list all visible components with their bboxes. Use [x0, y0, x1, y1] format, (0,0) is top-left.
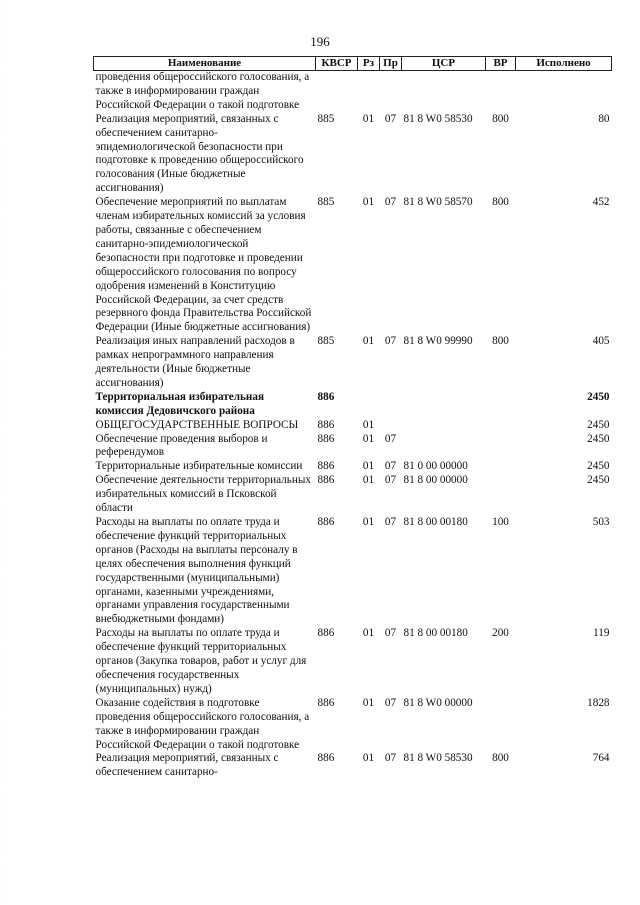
cell-pr: 07 [384, 432, 397, 445]
cell-vr: 200 [492, 627, 509, 640]
cell-name: Реализация мероприятий, связанных с обеспечением санитарно-эпидемиологической безопасности при подготовке к проведению общероссийского голосования (Иные бюджетные ассигнования) [95, 112, 304, 195]
cell-vr [486, 474, 516, 516]
budget-execution-table [93, 56, 612, 780]
cell-rz: 01 [362, 432, 375, 445]
cell-csr: 81 8 W0 58530 [403, 752, 473, 765]
cell-rz: 01 [362, 627, 375, 640]
cell-pr: 07 [384, 112, 397, 125]
cell-pr: 07 [384, 460, 397, 473]
cell-amount: 119 [593, 627, 610, 640]
table-header-row [94, 57, 612, 71]
table-row [94, 113, 612, 196]
cell-csr [402, 391, 486, 419]
cell-amount: 1828 [587, 696, 610, 709]
cell-name: Расходы на выплаты по оплате труда и обеспечение функций территориальных органов (Закупка товаров, работ и услуг для обеспечения государственных (муниципальных) нужд) [95, 627, 307, 695]
page-number: 196 [310, 34, 330, 49]
cell-name: ОБЩЕГОСУДАРСТВЕННЫЕ ВОПРОСЫ [95, 418, 299, 431]
table-row [94, 419, 612, 433]
cell-rz: 01 [362, 752, 375, 765]
cell-kvsr: 886 [317, 627, 335, 640]
table-row [94, 697, 612, 753]
cell-kvsr: 886 [317, 752, 335, 765]
cell-kvsr: 886 [317, 696, 335, 709]
cell-name: Территориальные избирательные комиссии [95, 460, 303, 473]
cell-csr: 81 8 00 00180 [403, 516, 468, 528]
cell-kvsr: 886 [317, 474, 335, 487]
cell-kvsr: 886 [317, 418, 335, 431]
cell-kvsr: 886 [317, 390, 335, 403]
cell-amount: 452 [592, 196, 610, 209]
cell-csr [402, 433, 486, 461]
cell-name: Реализация иных направлений расходов в рамках непрограммного направления деятельности (Иные бюджетные ассигнования) [95, 335, 295, 389]
cell-vr [486, 419, 516, 433]
cell-amount: 2450 [587, 474, 610, 487]
cell-kvsr: 886 [317, 460, 335, 473]
column-header-csr: ЦСР [402, 57, 486, 71]
cell-pr: 07 [384, 516, 397, 528]
table-row [94, 460, 612, 474]
cell-pr: 07 [384, 196, 397, 209]
cell-rz: 01 [362, 418, 375, 431]
table-row [94, 71, 612, 113]
cell-vr [486, 433, 516, 461]
cell-kvsr [316, 71, 358, 113]
cell-name: Обеспечение проведения выборов и референдумов [95, 432, 268, 459]
cell-rz: 01 [362, 696, 375, 709]
cell-csr: 81 8 W0 58530 [403, 112, 473, 125]
cell-vr: 800 [492, 112, 509, 125]
cell-vr: 100 [492, 516, 509, 528]
cell-pr: 07 [384, 627, 397, 640]
column-header-vr: ВР [486, 57, 516, 71]
column-header-rz: Рз [358, 57, 380, 71]
cell-name: Обеспечение мероприятий по выплатам членам избирательных комиссий за условия работы, связанные с обеспечением санитарно-эпидемиологической безопасности при подготовке и проведении общероссийского голосования по вопросу одобрения изменений в Конституцию Российской Федерации, за счет средств резервного фонда Правительства Российской Федерации (Иные бюджетные ассигнования) [95, 196, 312, 334]
cell-amount: 2450 [587, 418, 610, 431]
cell-rz: 01 [362, 196, 375, 209]
cell-rz: 01 [362, 516, 375, 528]
cell-vr: 800 [492, 752, 509, 765]
cell-kvsr: 885 [317, 335, 335, 348]
cell-pr: 07 [384, 752, 397, 765]
cell-pr: 07 [384, 696, 397, 709]
cell-amount: 2450 [587, 460, 610, 473]
table-row [94, 752, 612, 780]
column-header-amount: Исполнено [516, 57, 612, 71]
cell-rz: 01 [362, 112, 375, 125]
cell-csr: 81 8 W0 00000 [403, 696, 473, 709]
cell-csr: 81 8 W0 99990 [403, 335, 473, 348]
cell-pr: 07 [384, 335, 397, 348]
cell-pr: 07 [384, 474, 397, 487]
cell-vr: 800 [492, 196, 509, 209]
cell-rz: 01 [362, 474, 375, 487]
cell-kvsr: 885 [317, 196, 335, 209]
cell-csr: 81 8 00 00000 [403, 474, 468, 487]
cell-amount [516, 71, 612, 113]
table-row [94, 474, 612, 516]
table-row [94, 627, 612, 697]
table-row [94, 516, 612, 627]
cell-csr [402, 419, 486, 433]
cell-name: Оказание содействия в подготовке проведения общероссийского голосования, а также в информировании граждан Российской Федерации о такой подготовке [95, 696, 310, 751]
cell-amount: 2450 [587, 390, 610, 403]
column-header-kvsr: КВСР [316, 57, 358, 71]
table-row [94, 196, 612, 335]
cell-name: проведения общероссийского голосования, а также в информировании граждан Российской Федерации о такой подготовке [95, 71, 310, 111]
cell-csr: 81 8 00 00180 [403, 627, 468, 640]
cell-amount: 80 [598, 112, 610, 125]
cell-pr [380, 71, 402, 113]
scan-edge-artifact [2, 0, 3, 905]
cell-amount: 405 [592, 335, 610, 348]
cell-amount: 764 [592, 752, 610, 765]
table-body [94, 71, 612, 781]
cell-name: Реализация мероприятий, связанных с обеспечением санитарно- [95, 752, 279, 779]
cell-kvsr: 886 [317, 432, 335, 445]
cell-pr [380, 391, 402, 419]
cell-name: Расходы на выплаты по оплате труда и обеспечение функций территориальных органов (Расходы на выплаты персоналу в целях обеспечения выполнения функций государственными (муниципальными) органами, казенными учреждениями, органами управления государственными внебюджетными фондами) [95, 516, 298, 626]
table-row [94, 433, 612, 461]
cell-name: Территориальная избирательная комиссия Дедовичского района [95, 390, 265, 417]
table-row [94, 335, 612, 391]
cell-csr: 81 0 00 00000 [403, 460, 468, 473]
cell-rz: 01 [362, 460, 375, 473]
cell-amount: 2450 [587, 432, 610, 445]
cell-pr [380, 419, 402, 433]
cell-vr: 800 [492, 335, 509, 348]
cell-vr [486, 697, 516, 753]
cell-amount: 503 [592, 516, 610, 528]
cell-csr: 81 8 W0 58570 [403, 196, 473, 209]
cell-rz [358, 391, 380, 419]
cell-csr [402, 71, 486, 113]
cell-vr [486, 391, 516, 419]
cell-name: Обеспечение деятельности территориальных избирательных комиссий в Псковской области [95, 474, 311, 515]
cell-rz [358, 71, 380, 113]
cell-rz: 01 [362, 335, 375, 348]
cell-vr [486, 460, 516, 474]
column-header-name: Наименование [94, 57, 316, 71]
cell-kvsr: 886 [317, 516, 335, 528]
column-header-pr: Пр [380, 57, 402, 71]
cell-kvsr: 885 [317, 112, 335, 125]
table-row [94, 391, 612, 419]
cell-vr [486, 71, 516, 113]
